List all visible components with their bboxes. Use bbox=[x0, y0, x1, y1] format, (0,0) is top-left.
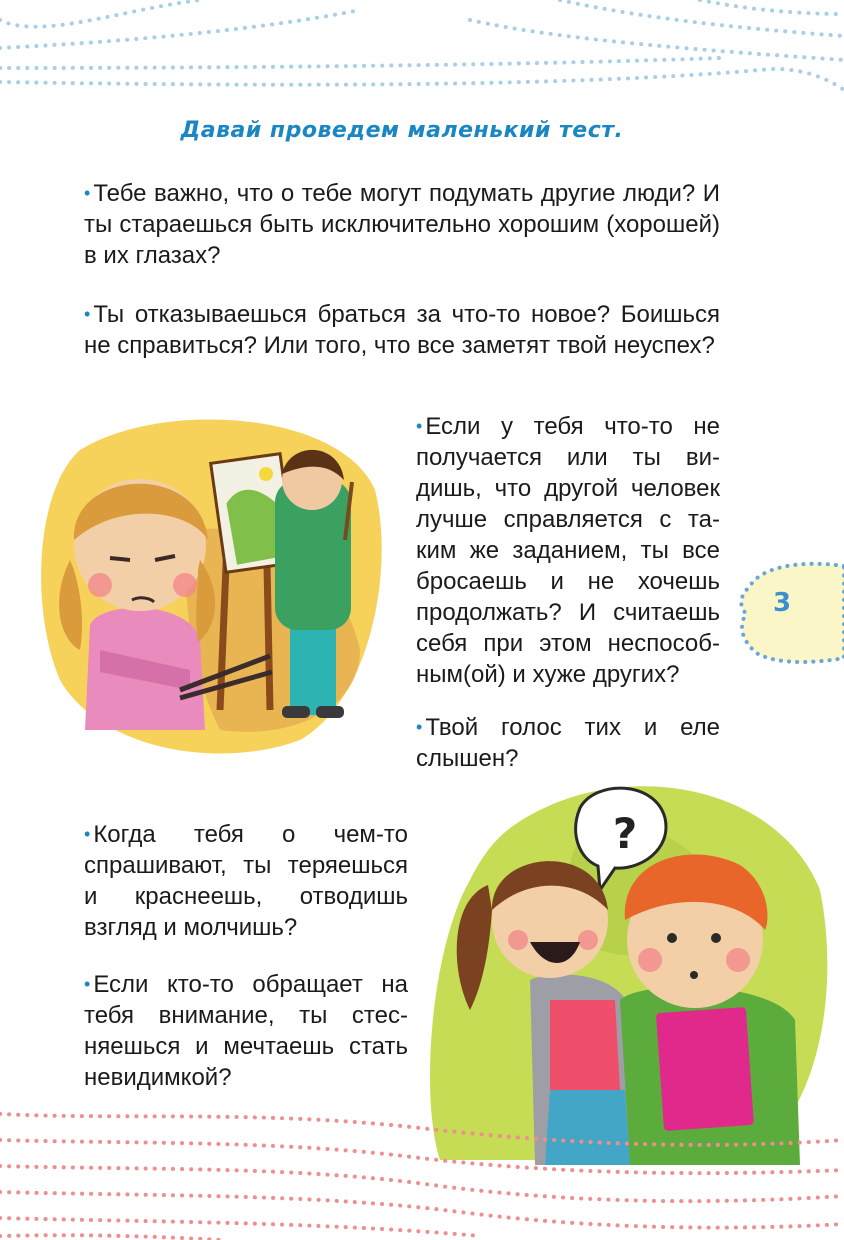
illustration-painting bbox=[40, 410, 385, 755]
bullet-icon: • bbox=[416, 416, 423, 436]
top-dotted-border bbox=[0, 0, 844, 110]
bullet-icon: • bbox=[84, 824, 91, 844]
paragraph-text: Твой голос тих и еле слышен? bbox=[416, 714, 720, 772]
question-paragraph bbox=[416, 411, 720, 690]
bullet-icon: • bbox=[84, 183, 91, 203]
paragraph-text: Если у тебя что-то не получается или ты видишь, что другой человек лучше справляется с таким же заданием, ты все бросаешь и не хочешь продолжать? И считаешь себя при этом неспособным(ой) и хуже других? bbox=[416, 413, 720, 688]
bullet-icon: • bbox=[84, 974, 91, 994]
paragraph-text: Тебе важно, что о тебе могут подумать другие люди? И ты стараешься быть исключительно хорошим (хорошей) в их глазах? bbox=[84, 180, 720, 269]
bottom-dotted-border bbox=[0, 1100, 844, 1240]
question-mark-icon: ? bbox=[612, 809, 638, 858]
paragraph-text: Когда тебя о чем-то спрашивают, ты теряешься и краснеешь, отводишь взгляд и молчишь? bbox=[84, 821, 408, 941]
bullet-icon: • bbox=[84, 304, 91, 324]
page-number: 3 bbox=[772, 588, 792, 618]
paragraph-text: Ты отказываешься браться за что-то новое? Боишься не справиться? Или того, что все заметят твой неуспех? bbox=[84, 301, 720, 359]
question-paragraph bbox=[416, 712, 720, 774]
question-paragraph bbox=[84, 969, 408, 1093]
question-paragraph bbox=[84, 178, 720, 271]
question-paragraph bbox=[84, 819, 408, 943]
question-paragraph bbox=[84, 299, 720, 361]
page-title: Давай проведем маленький тест. bbox=[180, 118, 624, 143]
bullet-icon: • bbox=[416, 717, 423, 737]
paragraph-text: Если кто-то обращает на тебя внимание, ты стесняешься и мечтаешь стать невидимкой? bbox=[84, 971, 408, 1091]
